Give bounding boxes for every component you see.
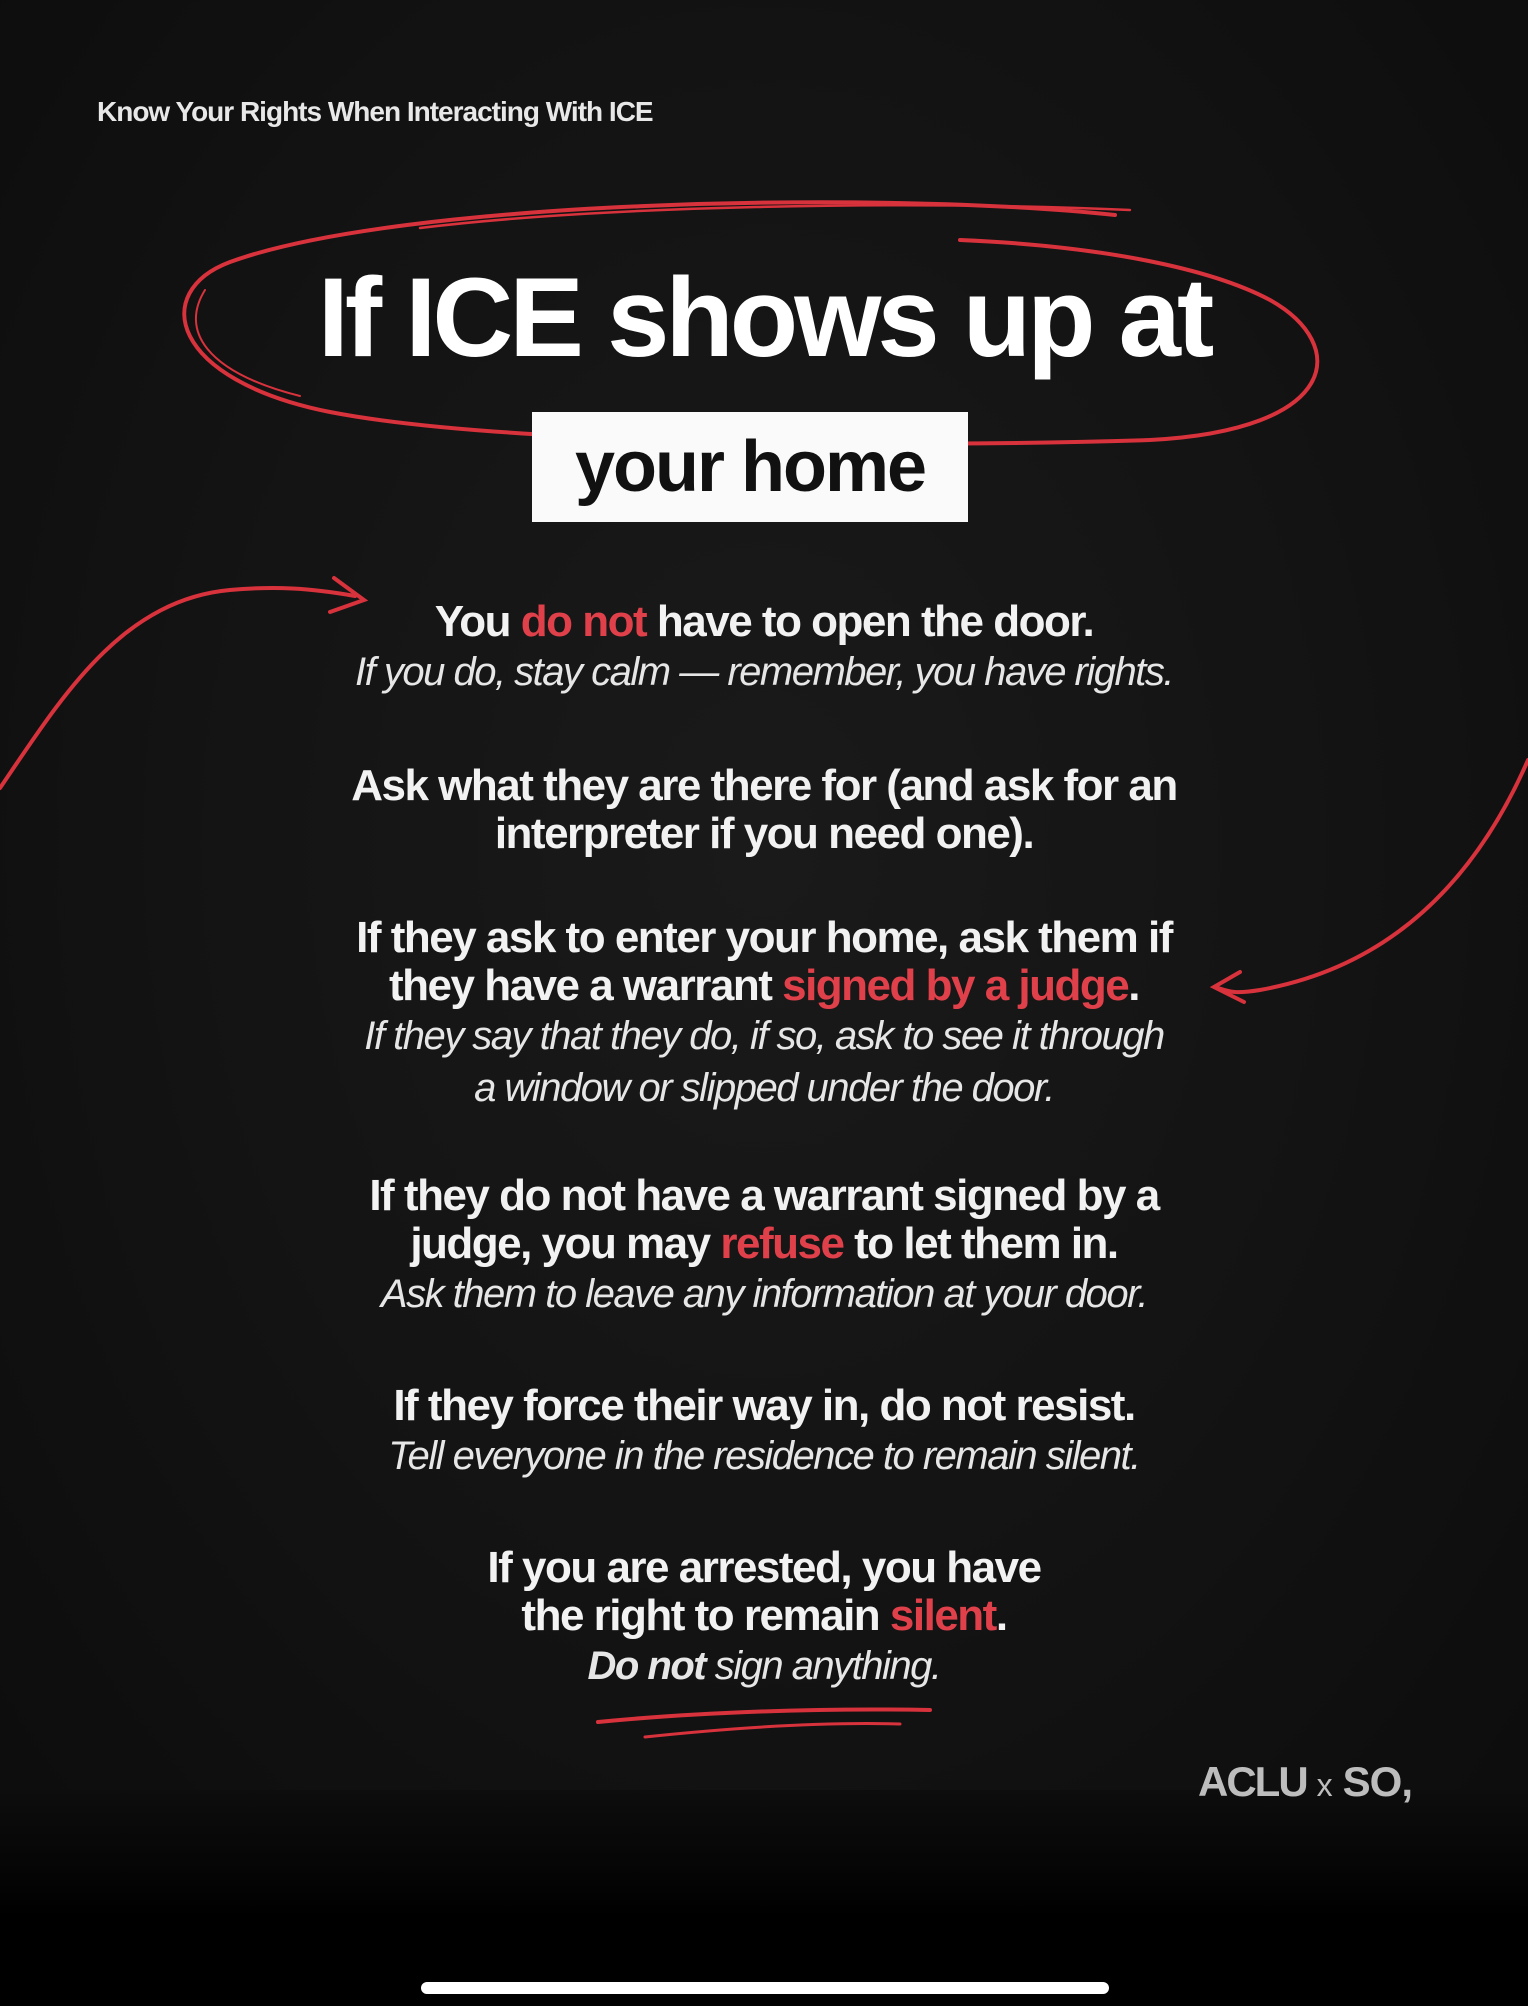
- item-note: Tell everyone in the residence to remain silent.: [388, 1434, 1140, 1478]
- subhead-box: [532, 412, 968, 522]
- right-item-2: [200, 762, 1328, 858]
- logo-separator: x: [1316, 1767, 1333, 1803]
- home-indicator[interactable]: [421, 1982, 1109, 1994]
- item-headline-line1: If they do not have a warrant signed by a: [369, 1171, 1159, 1220]
- item-note: Ask them to leave any information at your door.: [380, 1272, 1148, 1316]
- item-note-line2: a window or slipped under the door.: [474, 1066, 1054, 1110]
- red-highlight: signed by a judge: [782, 961, 1129, 1010]
- right-item-3: [200, 914, 1328, 1114]
- bottom-fade: [0, 1790, 1528, 2006]
- red-highlight: do not: [520, 597, 647, 646]
- item-headline-line1: If they ask to enter your home, ask them if: [356, 913, 1172, 962]
- item-headline-line2: interpreter if you need one).: [494, 809, 1034, 858]
- item-headline-line2: judge, you may refuse to let them in.: [410, 1219, 1118, 1268]
- item-note: If you do, stay calm — remember, you have rights.: [355, 650, 1173, 694]
- red-highlight: refuse: [720, 1219, 844, 1268]
- item-headline-line1: If you are arrested, you have: [487, 1543, 1041, 1592]
- kicker-text: Know Your Rights When Interacting With ICE: [97, 96, 653, 127]
- right-item-4: [200, 1172, 1328, 1320]
- item-headline-line2: the right to remain silent.: [521, 1591, 1007, 1640]
- item-note-line1: If they say that they do, if so, ask to see it through: [364, 1014, 1164, 1058]
- aclu-so-logo: [1198, 1758, 1412, 1806]
- right-item-6: [200, 1544, 1328, 1692]
- aclu-logo: ACLU: [1198, 1758, 1307, 1805]
- headline: If ICE shows up at: [317, 255, 1211, 380]
- item-headline: If they force their way in, do not resist.: [393, 1381, 1135, 1430]
- right-item-5: [200, 1382, 1328, 1482]
- item-headline: You do not have to open the door.: [434, 597, 1094, 646]
- subhead: your home: [574, 427, 926, 507]
- item-headline-line2: they have a warrant signed by a judge.: [389, 961, 1139, 1010]
- so-logo: SO,: [1342, 1758, 1413, 1805]
- red-highlight: silent: [889, 1591, 996, 1640]
- item-note: Do not sign anything.: [587, 1644, 941, 1688]
- item-headline-line1: Ask what they are there for (and ask for an: [351, 761, 1177, 810]
- right-item-1: [200, 598, 1328, 698]
